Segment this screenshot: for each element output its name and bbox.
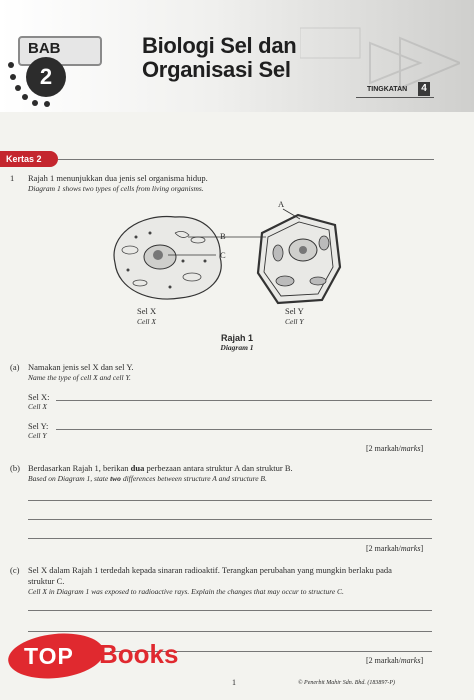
tingkatan-number: 4 — [418, 82, 430, 96]
publisher-credit: © Penerbit Mahir Sdn. Bhd. (183897-P) — [298, 680, 396, 686]
answer-line-b3[interactable] — [28, 538, 432, 539]
animal-cell-x — [114, 217, 221, 300]
question-b-en-bold: two — [110, 474, 121, 483]
marks-a — [366, 444, 423, 453]
question-c-text-en: Cell X in Diagram 1 was exposed to radioactive rays. Explain the changes that may occur to structure C. — [28, 587, 344, 596]
header-decoration — [300, 18, 460, 108]
answer-line-c1[interactable] — [28, 610, 432, 611]
field-cell-y-label-en: Cell Y — [28, 431, 47, 440]
tingkatan-underline — [356, 97, 434, 98]
diagram-label-b: B — [220, 231, 226, 241]
question-b-text-1: Berdasarkan Rajah 1, berikan — [28, 463, 131, 473]
marks-c-suffix: ] — [420, 656, 424, 665]
caption-ms: Rajah 1 — [220, 333, 253, 343]
marks-b-prefix: [2 markah/ — [366, 544, 401, 553]
diagram-caption — [0, 333, 474, 353]
section-divider — [58, 159, 434, 160]
marks-a-en: marks — [400, 444, 421, 453]
marks-c — [366, 656, 423, 665]
cell-diagram — [0, 195, 474, 335]
question-b-en-2: differences between structure A and structure B. — [120, 474, 267, 483]
title-line-1: Biologi Sel dan — [142, 33, 297, 58]
question-b-en-1: Based on Diagram 1, state — [28, 474, 111, 483]
question-number: 1 — [10, 173, 15, 183]
question-c-text-2: struktur C. — [28, 576, 65, 586]
intro-text-en: Diagram 1 shows two types of cells from living organisms. — [28, 184, 204, 193]
marks-a-prefix: [2 markah/ — [366, 444, 401, 453]
intro-text: Rajah 1 menunjukkan dua jenis sel organisma hidup. — [28, 173, 208, 183]
page-number: 1 — [232, 678, 236, 687]
topbooks-logo-top: TOP — [24, 643, 74, 669]
question-b-text-2: perbezaan antara struktur A dan struktur B. — [144, 463, 293, 473]
caption-en: Diagram 1 — [220, 343, 254, 352]
field-cell-x-label-en: Cell X — [28, 402, 47, 411]
field-cell-x-label: Sel X: — [28, 392, 50, 402]
plant-cell-y — [258, 215, 340, 303]
question-c-label: (c) — [10, 565, 20, 575]
question-a-text-en: Name the type of cell X and cell Y. — [28, 373, 131, 382]
answer-line-c2[interactable] — [28, 631, 432, 632]
question-a-text: Namakan jenis sel X dan sel Y. — [28, 362, 134, 372]
question-b-label: (b) — [10, 463, 20, 473]
marks-c-en: marks — [400, 656, 421, 665]
question-b-text — [28, 463, 293, 474]
question-a-label: (a) — [10, 362, 20, 372]
cell-x-label-en: Cell X — [137, 317, 156, 326]
marks-a-suffix: ] — [420, 444, 424, 453]
question-b-text-en — [28, 474, 267, 484]
diagram-label-a: A — [278, 199, 285, 209]
diagram-label-c: C — [220, 250, 226, 260]
answer-line-cell-x[interactable] — [56, 400, 432, 401]
cell-y-label: Sel Y — [285, 306, 304, 316]
marks-b-suffix: ] — [420, 544, 424, 553]
answer-line-b2[interactable] — [28, 519, 432, 520]
marks-b — [366, 544, 423, 553]
title-line-2: Organisasi Sel — [142, 57, 291, 82]
marks-b-en: marks — [400, 544, 421, 553]
topbooks-logo-books: Books — [99, 639, 179, 669]
question-c-text-1: Sel X dalam Rajah 1 terdedah kepada sinaran radioaktif. Terangkan perubahan yang mungkin berlaku pada — [28, 565, 392, 575]
section-tag: Kertas 2 — [0, 151, 58, 167]
bab-label: BAB — [28, 40, 61, 57]
marks-c-prefix: [2 markah/ — [366, 656, 401, 665]
cell-y-label-en: Cell Y — [285, 317, 304, 326]
page-title — [142, 34, 296, 82]
answer-line-b1[interactable] — [28, 500, 432, 501]
question-b-text-bold: dua — [130, 463, 145, 473]
answer-line-cell-y[interactable] — [56, 429, 432, 430]
tingkatan-label: TINGKATAN — [367, 86, 408, 93]
chapter-number-badge: 2 — [26, 57, 66, 97]
field-cell-y-label: Sel Y: — [28, 421, 49, 431]
cell-x-label: Sel X — [137, 306, 157, 316]
